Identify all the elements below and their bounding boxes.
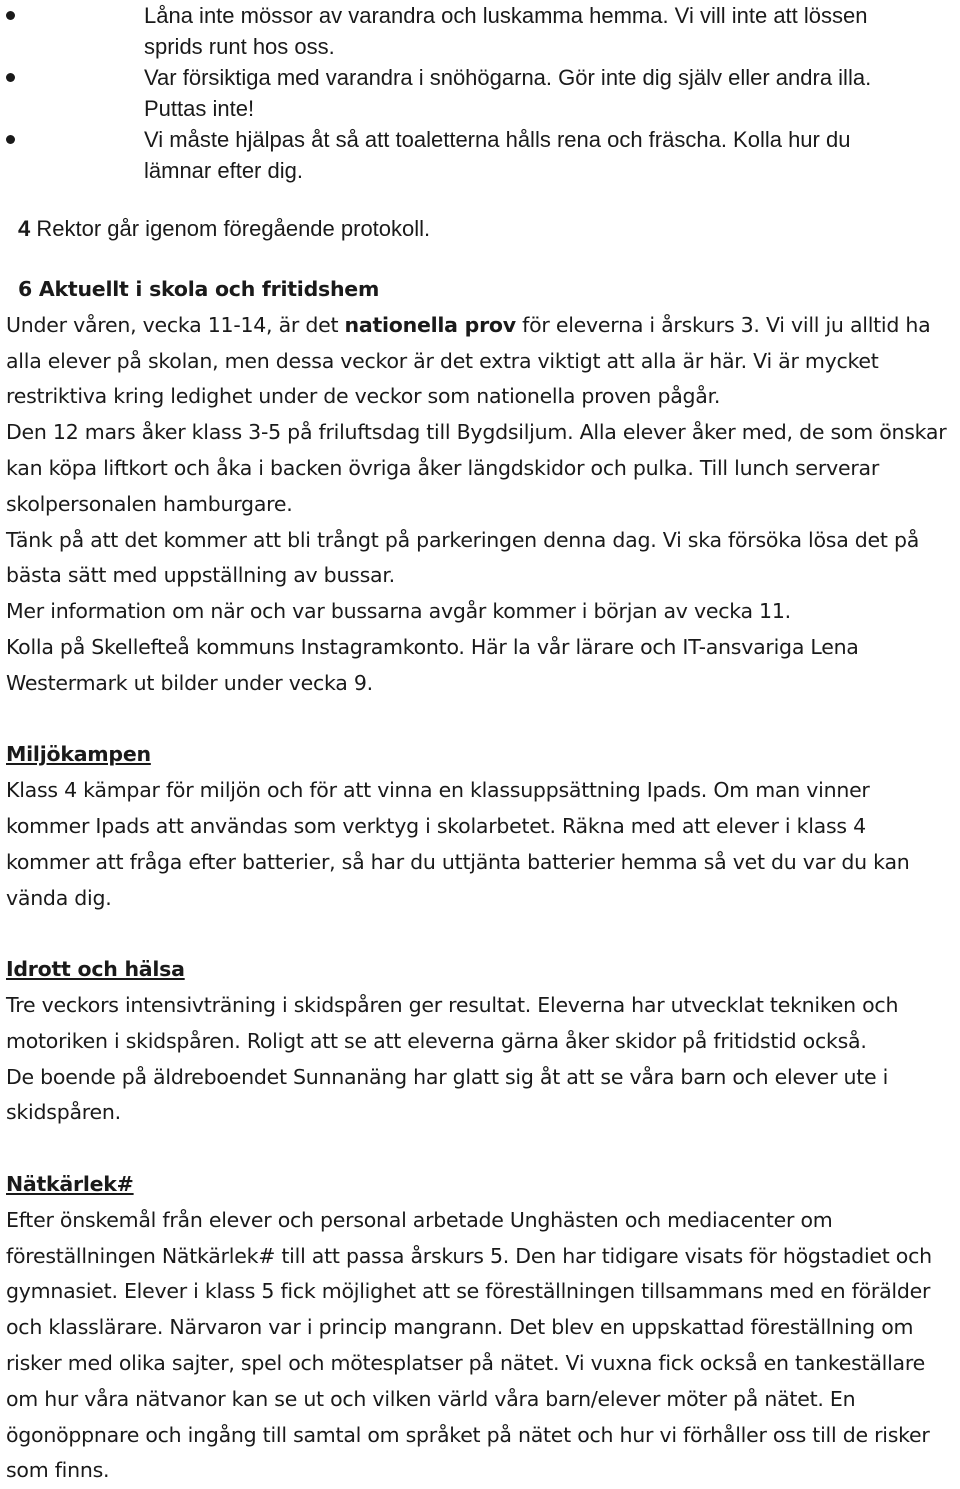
section-6-heading: 6 Aktuellt i skola och fritidshem xyxy=(18,277,380,301)
bullet-list xyxy=(0,0,960,186)
bullet-text-cont: sprids runt hos oss. xyxy=(144,34,335,59)
section-number: 4 xyxy=(18,216,31,241)
miljokampen-paragraph: Klass 4 kämpar för miljön och för att vinna en klassuppsättning Ipads. Om man vinner kommer Ipads att användas som verktyg i skolarbetet. Räkna med att elever i klass 4 kommer att fråga efter batterier, så har du uttjänta batterier hemma så vet du var du kan vända dig. xyxy=(6,778,910,910)
bullet-text-cont: Puttas inte! xyxy=(144,96,255,121)
bullet-text: Var försiktiga med varandra i snöhögarna. Gör inte dig själv eller andra illa. xyxy=(144,65,872,90)
section-6-paragraph-3: Tänk på att det kommer att bli trångt på parkeringen denna dag. Vi ska försöka lösa det på bästa sätt med uppställning av bussar. xyxy=(6,527,920,588)
section-6-paragraph-5: Kolla på Skellefteå kommuns Instagramkonto. Här la vår lärare och IT-ansvariga Lena Westermark ut bilder under vecka 9. xyxy=(6,634,859,695)
bullet-icon xyxy=(6,73,15,82)
miljokampen-heading: Miljökampen xyxy=(6,742,151,767)
section-4-text: Rektor går igenom föregående protokoll. xyxy=(30,216,431,241)
spacer xyxy=(6,916,951,952)
section-6-paragraph-1 xyxy=(6,308,951,415)
idrott-paragraph-2: De boende på äldreboendet Sunnanäng har glatt sig åt att se våra barn och elever ute i skidspåren. xyxy=(6,1064,889,1125)
bullet-icon xyxy=(6,135,15,144)
natkarlek-paragraph: Efter önskemål från elever och personal arbetade Unghästen och mediacenter om föreställningen Nätkärlek# till att passa årskurs 5. Den har tidigare visats för högstadiet och gymnasiet. Elever i klass 5 fick möjlighet att se föreställningen tillsammans med en förälder och klasslärare. Närvaron var i princip mangrann. Det blev en uppskattad föreställning om risker med olika sajter, spel och mötesplatser på nätet. Vi vuxna fick också en tankeställare om hur våra nätvanor kan se ut och vilken värld våra barn/elever möter på nätet. En ögonöppnare och ingång till samtal om språket på nätet och hur vi förhåller oss till de risker som finns. xyxy=(6,1207,932,1483)
idrott-paragraph-1: Tre veckors intensivträning i skidspåren ger resultat. Eleverna har utvecklat tekniken och motoriken i skidspåren. Roligt att se att eleverna gärna åker skidor på fritidstid också. xyxy=(6,992,899,1053)
bold-text-run: nationella prov xyxy=(344,312,516,337)
list-item xyxy=(0,0,904,62)
bullet-text: Låna inte mössor av varandra och luskamma hemma. Vi vill inte att lössen xyxy=(144,3,868,28)
spacer xyxy=(6,1131,951,1167)
idrott-heading: Idrott och hälsa xyxy=(6,957,185,982)
list-item xyxy=(0,62,904,124)
section-6-paragraph-4: Mer information om när och var bussarna avgår kommer i början av vecka 11. xyxy=(6,599,791,624)
list-item xyxy=(0,124,904,186)
section-6-paragraph-2: Den 12 mars åker klass 3-5 på friluftsdag till Bygdsiljum. Alla elever åker med, de som önskar kan köpa liftkort och åka i backen övriga åker längdskidor och pulka. Till lunch serverar skolpersonalen hamburgare. xyxy=(6,420,947,516)
spacer xyxy=(6,702,951,738)
document-body xyxy=(6,272,951,1489)
natkarlek-heading: Nätkärlek# xyxy=(6,1171,134,1196)
text-run: för eleverna i årskurs 3. Vi vill ju alltid ha alla elever på skolan, men dessa veckor är det extra viktigt att alla är här. Vi är mycket restriktiva kring ledighet under de veckor som nationella proven pågår. xyxy=(6,312,931,409)
text-run: Under våren, vecka 11-14, är det xyxy=(6,312,345,337)
bullet-icon xyxy=(6,11,15,20)
bullet-text: Vi måste hjälpas åt så att toaletterna hålls rena och fräscha. Kolla hur du xyxy=(144,127,851,152)
bullet-text-cont: lämnar efter dig. xyxy=(144,158,303,183)
section-4-paragraph xyxy=(18,213,430,244)
